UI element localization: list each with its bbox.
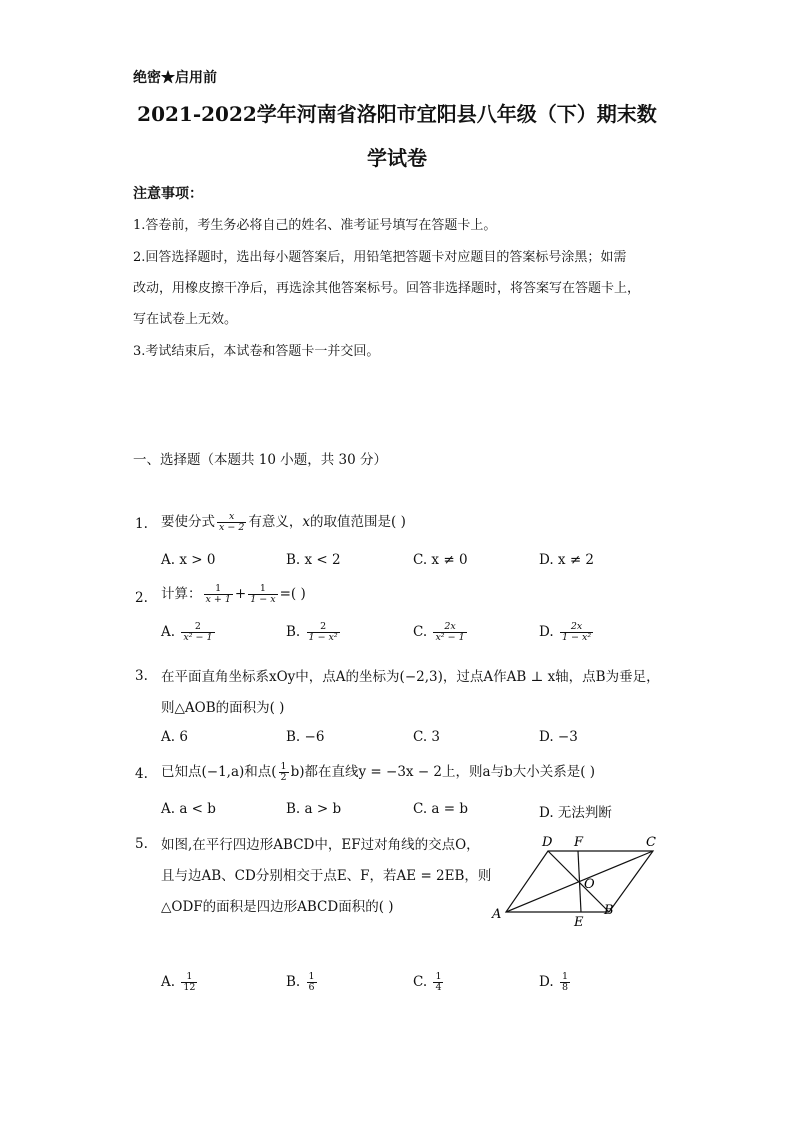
exam-title-line2: 学试卷 (367, 146, 427, 170)
option-c: C. 3 (413, 729, 441, 745)
option-c: C. $\frac{2x}{\text{x² − 1}}$ (413, 621, 465, 643)
label-o: O (584, 877, 595, 892)
exam-title-line1: 2021-2022学年河南省洛阳市宜阳县八年级（下）期末数 (137, 102, 657, 126)
option-d: D. $\frac{2x}{\text{1 − x²}}$ (539, 621, 592, 643)
option-d: D. $\frac{1}{8}$ (539, 971, 568, 993)
question-number: 5. (135, 836, 148, 852)
question-3-line2: 则△AOB的面积为( ) (161, 700, 285, 716)
option-a: A. a < b (161, 801, 216, 817)
parallelogram-figure (486, 830, 666, 930)
fraction: $\frac{1}{1 - x}$ (250, 583, 276, 605)
question-3-line1: 在平面直角坐标系xOy中，点A的坐标为(−2,3)，过点A作AB ⊥ x轴，点B为垂足， (161, 669, 660, 685)
section-title: 一、选择题（本题共 10 小题，共 30 分） (133, 452, 388, 468)
question-5-line2: 且与边AB、CD分别相交于点E、F，若AE = 2EB，则 (161, 868, 492, 884)
option-d: D. x ≠ 2 (539, 552, 595, 568)
fraction: $\frac{1}{x + 1}$ (205, 583, 231, 605)
label-f: F (574, 835, 584, 850)
option-b: B. $\frac{1}{6}$ (286, 971, 315, 993)
option-b: B. x < 2 (286, 552, 341, 568)
option-d: D. 无法判断 (539, 805, 612, 821)
label-e: E (574, 915, 584, 930)
question-1-text: 要使分式 $\frac{x}{x - 2}$ 有意义，x的取值范围是( ) (161, 511, 406, 533)
note-item: 1.答卷前，考生务必将自己的姓名、准考证号填写在答题卡上。 (133, 218, 497, 233)
label-b: B (604, 903, 614, 918)
option-a: A. $\frac{1}{12}$ (161, 971, 196, 993)
option-b: B. a > b (286, 801, 342, 817)
question-5-line1: 如图,在平行四边形ABCD中，EF过对角线的交点O， (161, 837, 480, 853)
question-number: 2. (135, 590, 148, 606)
option-a: A. x > 0 (161, 552, 216, 568)
label-a: A (492, 907, 502, 922)
fraction: $\frac{x}{x - 2}$ (219, 511, 245, 533)
question-5-line3: △ODF的面积是四边形ABCD面积的( ) (161, 899, 394, 915)
note-item: 写在试卷上无效。 (133, 312, 238, 327)
notes-heading: 注意事项： (133, 186, 203, 202)
question-2-text: 计算： $\frac{1}{x + 1}$ + $\frac{1}{1 - x}$ =( ) (161, 583, 306, 605)
option-d: D. −3 (539, 729, 578, 745)
note-item: 2.回答选择题时，选出每小题答案后，用铅笔把答题卡对应题目的答案标号涂黑；如需 (133, 250, 627, 265)
label-c: C (646, 835, 656, 850)
option-c: C. $\frac{1}{4}$ (413, 971, 442, 993)
option-c: C. x ≠ 0 (413, 552, 468, 568)
option-b: B. −6 (286, 729, 325, 745)
option-a: A. $\frac{2}{\text{x² − 1}}$ (161, 621, 213, 643)
note-item: 3.考试结束后，本试卷和答题卡一并交回。 (133, 344, 380, 359)
option-a: A. 6 (161, 729, 188, 745)
option-c: C. a = b (413, 801, 469, 817)
secret-label: 绝密★启用前 (133, 70, 217, 86)
question-4-text: 已知点(−1,a)和点( $\frac{1}{2}$ b)都在直线y = −3x − 2上，则a与b大小关系是( ) (161, 761, 596, 783)
option-b: B. $\frac{2}{\text{1 − x²}}$ (286, 621, 338, 643)
fraction: $\frac{1}{2}$ (280, 761, 287, 783)
note-item: 改动，用橡皮擦干净后，再选涂其他答案标号。回答非选择题时，将答案写在答题卡上， (133, 281, 641, 296)
question-number: 1. (135, 516, 148, 532)
label-d: D (542, 835, 553, 850)
question-number: 4. (135, 766, 148, 782)
question-number: 3. (135, 668, 148, 684)
